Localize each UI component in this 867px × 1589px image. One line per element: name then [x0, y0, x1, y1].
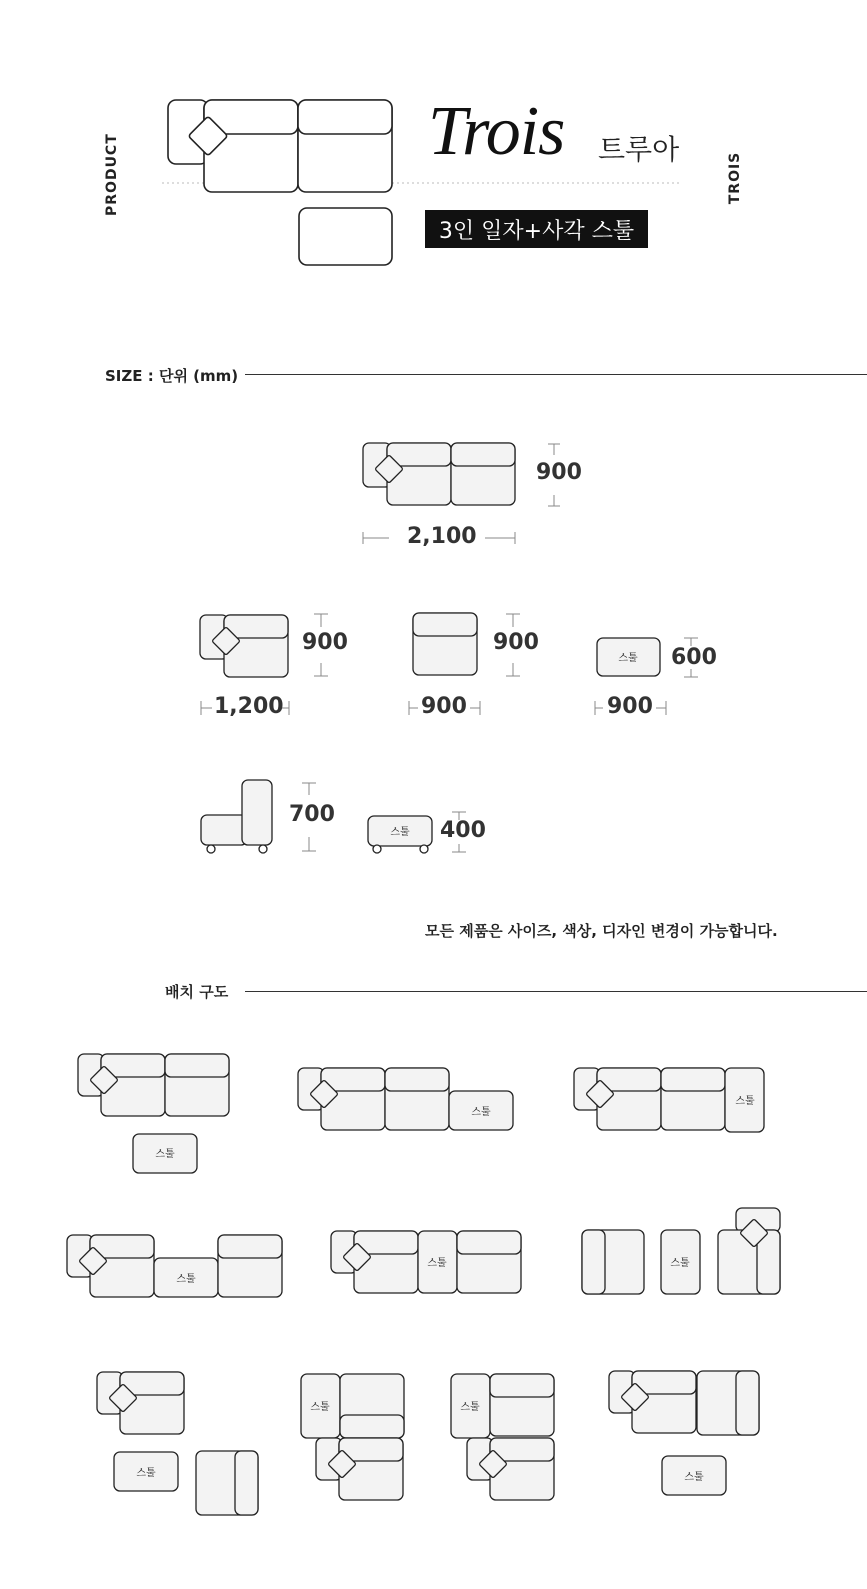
- product-label: PRODUCT: [104, 133, 120, 216]
- layout-option-2: [298, 1068, 513, 1130]
- size-module-middle-width: 900: [421, 694, 467, 719]
- svg-text:스툴: 스툴: [684, 1472, 704, 1483]
- layout-section-divider: [245, 991, 867, 992]
- product-badge: 3인 일자+사각 스툴: [425, 210, 648, 248]
- layout-option-10: [609, 1371, 759, 1495]
- size-module-corner-width: 1,200: [214, 694, 284, 719]
- svg-text:스툴: 스툴: [136, 1468, 156, 1479]
- brand-side-label: TROIS: [727, 151, 743, 205]
- size-main-width: 2,100: [407, 524, 477, 549]
- size-side-view-sofa-height: 700: [289, 802, 335, 827]
- svg-text:스툴: 스툴: [427, 1258, 447, 1269]
- svg-text:스툴: 스툴: [735, 1096, 755, 1107]
- size-main-height: 900: [536, 460, 582, 485]
- size-stool-tag: 스툴: [618, 653, 638, 664]
- layout-option-5: [331, 1231, 521, 1293]
- size-section-title: SIZE : 단위 (mm): [105, 367, 239, 385]
- size-side-view-stool-height: 400: [440, 818, 486, 843]
- size-module-stool-width: 900: [607, 694, 653, 719]
- svg-text:스툴: 스툴: [176, 1274, 196, 1285]
- svg-text:스툴: 스툴: [670, 1258, 690, 1269]
- product-title: Trois: [428, 93, 565, 170]
- layout-option-9: [451, 1374, 554, 1500]
- svg-text:스툴: 스툴: [460, 1402, 480, 1413]
- layout-diagrams: [0, 1020, 867, 1540]
- layout-option-1: [78, 1054, 229, 1173]
- svg-text:스툴: 스툴: [155, 1149, 175, 1160]
- layout-option-6: [582, 1208, 780, 1294]
- product-subtitle: 트루아: [598, 133, 680, 166]
- size-module-corner-height: 900: [302, 630, 348, 655]
- size-section-divider: [245, 374, 867, 375]
- layout-option-4: [67, 1235, 282, 1297]
- size-module-stool-height: 600: [671, 645, 717, 670]
- layout-option-7: [97, 1372, 258, 1515]
- svg-text:스툴: 스툴: [471, 1107, 491, 1118]
- layout-option-3: [574, 1068, 764, 1132]
- size-side-stool-tag: 스툴: [390, 827, 410, 838]
- size-module-middle-height: 900: [493, 630, 539, 655]
- customization-note: 모든 제품은 사이즈, 색상, 디자인 변경이 가능합니다.: [425, 922, 778, 940]
- svg-text:스툴: 스툴: [310, 1402, 330, 1413]
- layout-section-title: 배치 구도: [165, 983, 229, 1001]
- layout-option-8: [301, 1374, 404, 1500]
